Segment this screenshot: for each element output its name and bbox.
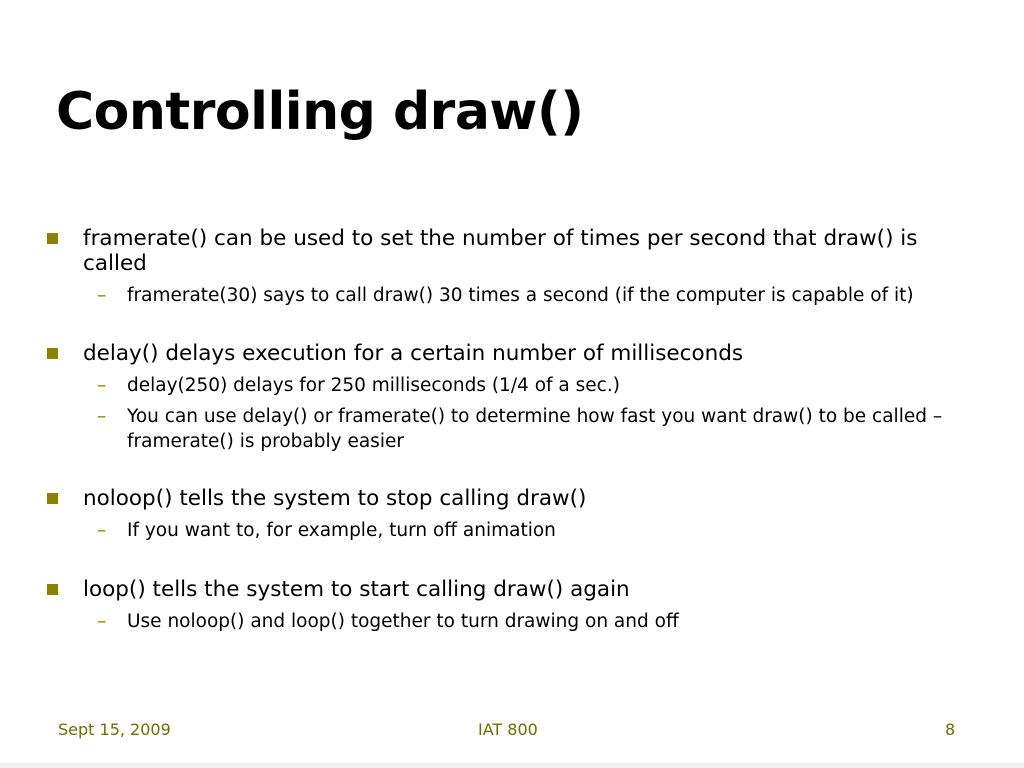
bullet-text: framerate() can be used to set the number of times per second that draw() is called <box>83 226 918 276</box>
bottom-divider <box>0 763 1024 768</box>
sub-bullet-text: Use noloop() and loop() together to turn drawing on and off <box>127 611 679 632</box>
sub-bullet-item <box>97 373 987 398</box>
footer-page-number: 8 <box>945 720 956 739</box>
sub-bullet-item <box>97 404 987 454</box>
square-bullet-icon <box>47 584 58 595</box>
square-bullet-icon <box>47 493 58 504</box>
square-bullet-icon <box>47 348 58 359</box>
dash-bullet-icon: – <box>97 611 107 632</box>
sub-bullet-text: delay(250) delays for 250 milliseconds (1/4 of a sec.) <box>127 375 620 396</box>
sub-bullet-item <box>97 518 987 543</box>
bullet-item <box>83 341 983 366</box>
sub-bullet-item <box>97 283 987 308</box>
bullet-item <box>83 486 983 511</box>
dash-bullet-icon: – <box>97 520 107 541</box>
bullet-text: loop() tells the system to start calling draw() again <box>83 577 630 602</box>
bullet-item <box>83 577 983 602</box>
sub-bullet-item <box>97 609 987 634</box>
bullet-text: delay() delays execution for a certain number of milliseconds <box>83 341 744 366</box>
bullet-item <box>83 226 983 276</box>
dash-bullet-icon: – <box>97 285 107 306</box>
slide-title: Controlling draw() <box>56 82 584 142</box>
dash-bullet-icon: – <box>97 406 107 427</box>
sub-bullet-text: If you want to, for example, turn off animation <box>127 520 556 541</box>
sub-bullet-text: framerate(30) says to call draw() 30 times a second (if the computer is capable of it) <box>127 285 914 306</box>
sub-bullet-text: You can use delay() or framerate() to determine how fast you want draw() to be called – framerate() is probably easier <box>127 406 943 452</box>
bullet-text: noloop() tells the system to stop calling draw() <box>83 486 587 511</box>
footer-course: IAT 800 <box>478 720 538 739</box>
square-bullet-icon <box>47 233 58 244</box>
dash-bullet-icon: – <box>97 375 107 396</box>
footer-date: Sept 15, 2009 <box>58 720 171 739</box>
